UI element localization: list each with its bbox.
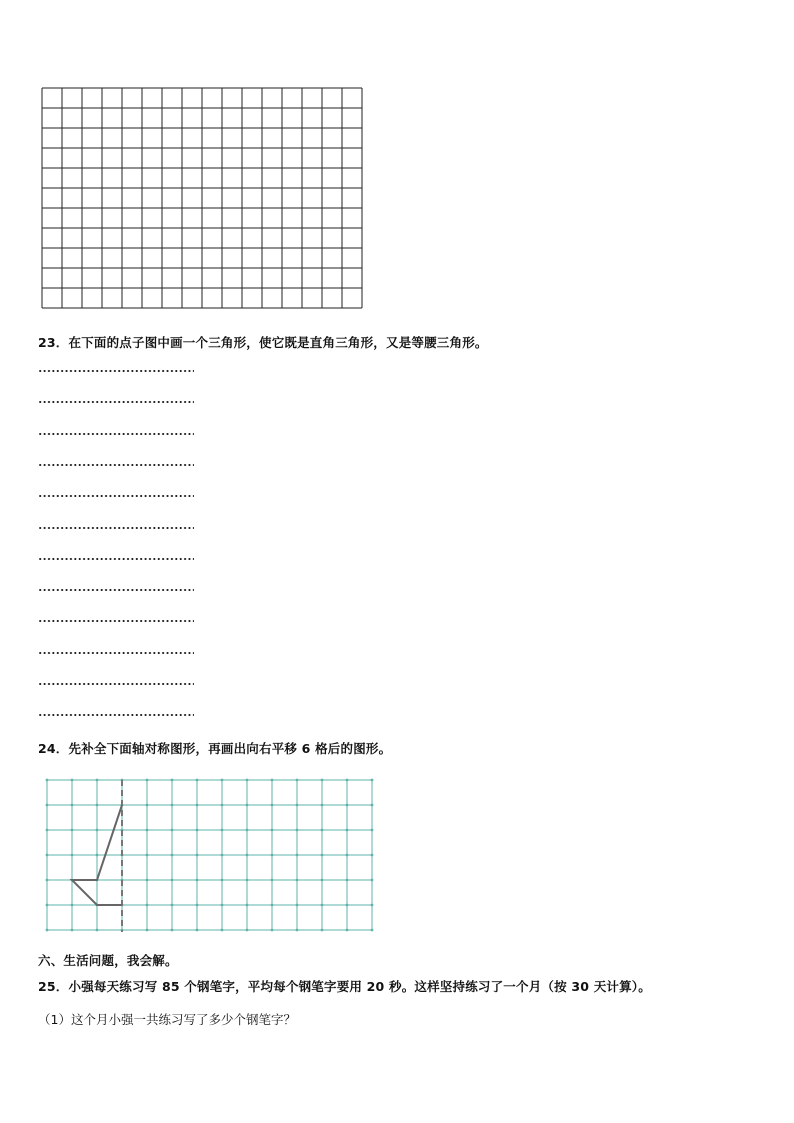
- grid-dot: [221, 829, 224, 832]
- grid-dot: [371, 904, 374, 907]
- grid-dot: [196, 779, 199, 782]
- grid-dot: [146, 904, 149, 907]
- grid-dot: [46, 829, 49, 832]
- grid-dot: [71, 804, 74, 807]
- grid-dot: [96, 929, 99, 932]
- grid-dot: [146, 779, 149, 782]
- grid-dot: [321, 879, 324, 882]
- grid-dot: [321, 904, 324, 907]
- dot-row: [38, 619, 194, 623]
- grid-dot: [371, 829, 374, 832]
- grid-dot: [346, 829, 349, 832]
- question-24: 24．先补全下面轴对称图形，再画出向右平移 6 格后的图形。: [38, 741, 392, 756]
- dot-row: [38, 526, 194, 530]
- grid-dot: [196, 804, 199, 807]
- grid-dot: [71, 929, 74, 932]
- dot-row: [38, 463, 194, 467]
- grid-dot: [221, 929, 224, 932]
- grid-dot: [96, 829, 99, 832]
- grid-dot: [221, 779, 224, 782]
- grid-dot: [321, 804, 324, 807]
- grid-dot: [296, 929, 299, 932]
- grid-dot: [46, 904, 49, 907]
- grid-dot: [371, 929, 374, 932]
- grid-dot: [246, 804, 249, 807]
- symmetry-grid: [44, 776, 378, 934]
- dot-row: [38, 494, 194, 498]
- grid-dot: [196, 904, 199, 907]
- grid-dot: [296, 904, 299, 907]
- grid-dot: [346, 854, 349, 857]
- grid-dot: [321, 929, 324, 932]
- grid-dot: [321, 854, 324, 857]
- grid-dot: [346, 929, 349, 932]
- grid-dot: [371, 854, 374, 857]
- grid-dot: [46, 879, 49, 882]
- grid-dot: [171, 879, 174, 882]
- grid-dot: [171, 804, 174, 807]
- grid-dot: [71, 854, 74, 857]
- grid-dot: [246, 879, 249, 882]
- grid-dot: [296, 779, 299, 782]
- dot-row: [38, 432, 194, 436]
- grid-dot: [171, 829, 174, 832]
- grid-dot: [271, 929, 274, 932]
- grid-dot: [271, 904, 274, 907]
- dot-row: [38, 651, 194, 655]
- grid-dot: [71, 829, 74, 832]
- grid-dot: [146, 804, 149, 807]
- grid-dot: [146, 829, 149, 832]
- grid-dot: [346, 779, 349, 782]
- grid-dot: [46, 804, 49, 807]
- grid-dot: [246, 829, 249, 832]
- grid-dot: [171, 929, 174, 932]
- grid-dot: [271, 879, 274, 882]
- grid-dot: [271, 779, 274, 782]
- grid-dot: [196, 829, 199, 832]
- dot-row: [38, 682, 194, 686]
- grid-dot: [71, 904, 74, 907]
- grid-dot: [146, 929, 149, 932]
- grid-dot: [96, 804, 99, 807]
- grid-dot: [246, 779, 249, 782]
- grid-dot: [171, 854, 174, 857]
- grid-dot: [221, 804, 224, 807]
- question-23: 23．在下面的点子图中画一个三角形，使它既是直角三角形，又是等腰三角形。: [38, 335, 488, 350]
- grid-dot: [221, 854, 224, 857]
- grid-dot: [296, 854, 299, 857]
- grid-dot: [171, 904, 174, 907]
- grid-dot: [246, 929, 249, 932]
- grid-dot: [371, 779, 374, 782]
- grid-dot: [246, 854, 249, 857]
- grid-dot: [96, 779, 99, 782]
- dot-row: [38, 557, 194, 561]
- grid-dot: [271, 854, 274, 857]
- question-25: 25．小强每天练习写 85 个钢笔字，平均每个钢笔字要用 20 秒。这样坚持练习了一个月（按 30 天计算）。: [38, 979, 651, 994]
- grid-dot: [371, 804, 374, 807]
- grid-dot: [271, 829, 274, 832]
- grid-dot: [96, 854, 99, 857]
- grid-dot: [196, 879, 199, 882]
- grid-dot: [246, 904, 249, 907]
- grid-dot: [271, 804, 274, 807]
- grid-dot: [46, 854, 49, 857]
- dot-row: [38, 713, 194, 717]
- grid-dot: [346, 804, 349, 807]
- grid-dot: [296, 829, 299, 832]
- section-6-title: 六、生活问题，我会解。: [38, 953, 178, 968]
- grid-dot: [46, 779, 49, 782]
- grid-dot: [146, 854, 149, 857]
- square-grid: [40, 86, 366, 312]
- grid-dot: [196, 854, 199, 857]
- grid-dot: [46, 929, 49, 932]
- grid-dot: [221, 904, 224, 907]
- grid-dot: [371, 879, 374, 882]
- grid-dot: [346, 879, 349, 882]
- dot-row: [38, 369, 194, 373]
- dot-row: [38, 400, 194, 404]
- grid-dot: [71, 779, 74, 782]
- grid-dot: [321, 829, 324, 832]
- grid-dot: [171, 779, 174, 782]
- grid-dot: [146, 879, 149, 882]
- grid-dot: [196, 929, 199, 932]
- grid-dot: [221, 879, 224, 882]
- grid-dot: [346, 904, 349, 907]
- grid-dot: [296, 879, 299, 882]
- grid-dot: [321, 779, 324, 782]
- grid-dot: [296, 804, 299, 807]
- dot-row: [38, 588, 194, 592]
- question-25-part-1: （1）这个月小强一共练习写了多少个钢笔字？: [38, 1012, 296, 1027]
